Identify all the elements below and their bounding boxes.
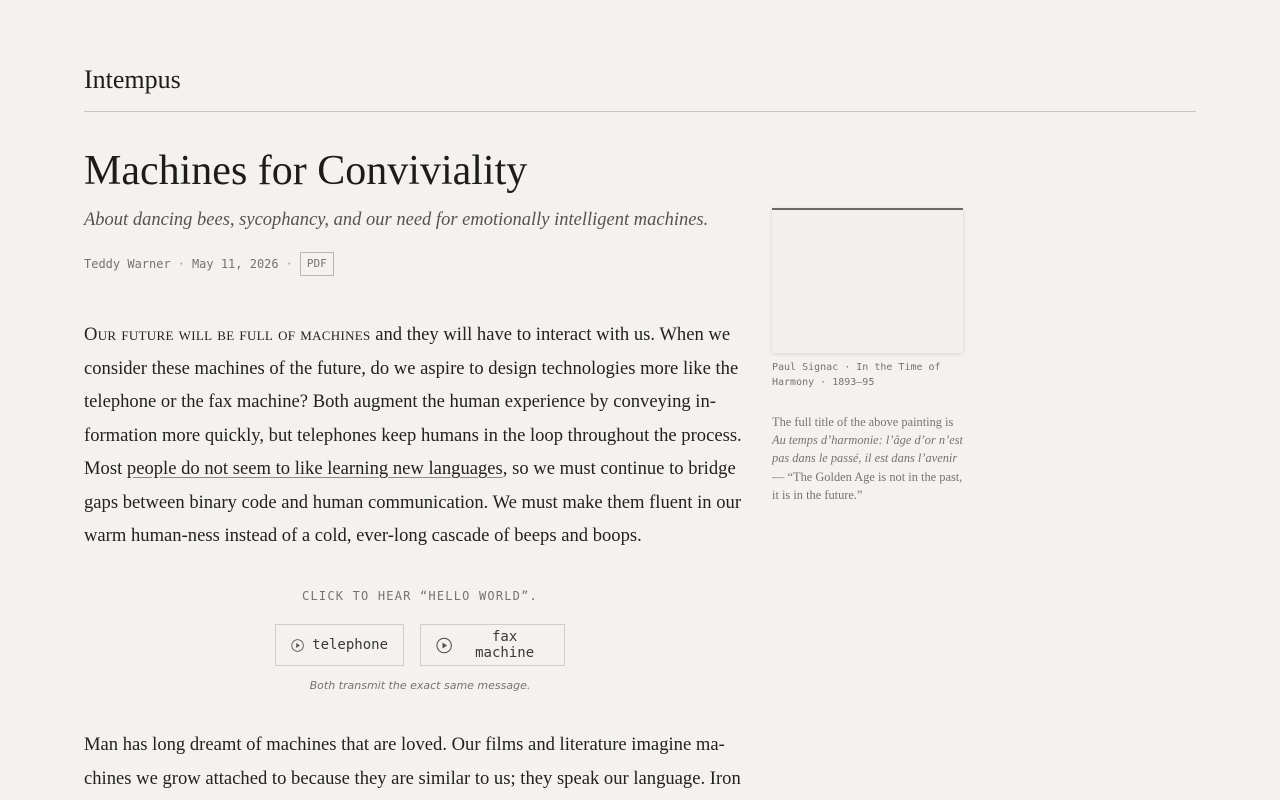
sidenote-translation: “The Golden Age is not in the past, it is in the future.”	[772, 469, 963, 502]
audio-demo-label: CLICK TO HEAR “HELLO WORLD”.	[302, 589, 538, 603]
sidenote	[772, 413, 966, 504]
publish-date: May 11, 2026	[191, 257, 279, 271]
article-meta	[84, 252, 334, 276]
sidenote-lead: The full title of the above painting is	[772, 415, 954, 429]
site-header	[84, 62, 1196, 112]
paragraph-text: and they will have to interact with us. When we consider these machines of the future, do we aspire to design technologies more like the telephone or the fax machine? Both augment the human experience by conveying information more quickly, but telephones keep humans in the loop throughout the process. Most	[84, 324, 742, 479]
smallcaps-lead: Our future will be full of machines	[84, 324, 371, 345]
telephone-play-button[interactable]	[275, 624, 404, 666]
sidenote-original-title: Au temps d’harmonie: l’âge d’or n’est pas dans le passé, il est dans l’avenir	[772, 433, 963, 466]
sidenote-dash: —	[772, 469, 788, 484]
article-title: Machines for Conviviality	[84, 148, 528, 194]
paragraph-text: , so we must continue to bridge gaps between binary code and human communication. We must make them fluent in our warm human-ness instead of a cold, ever-long cascade of beeps and boops.	[84, 458, 742, 546]
play-circle-icon	[291, 637, 304, 654]
meta-separator: ·	[285, 257, 293, 271]
audio-demo-caption: Both transmit the exact same message.	[309, 679, 531, 692]
body-paragraph	[84, 318, 756, 553]
site-name-link[interactable]: Intempus	[84, 65, 181, 94]
meta-separator: ·	[177, 257, 185, 271]
inline-link[interactable]: people do not seem to like learning new languages	[126, 458, 503, 479]
figure-caption: Paul Signac · In the Time of Harmony · 1893–95	[772, 362, 941, 388]
fax-machine-play-button[interactable]	[420, 624, 565, 666]
fax-button-label: fax machine	[475, 629, 535, 661]
telephone-button-label: telephone	[312, 637, 388, 653]
body-paragraph: Man has long dreamt of machines that are loved. Our films and literature imagine machines we grow attached to because they are similar to us; they speak our language. Iron	[84, 734, 741, 789]
pdf-download-button[interactable]: PDF	[300, 252, 334, 276]
audio-demo-buttons	[0, 624, 840, 666]
play-circle-icon	[436, 637, 452, 654]
author-name: Teddy Warner	[84, 257, 171, 271]
article-subtitle: About dancing bees, sycophancy, and our need for emotionally intelligent machines.	[84, 210, 709, 230]
painting-image	[772, 208, 963, 353]
